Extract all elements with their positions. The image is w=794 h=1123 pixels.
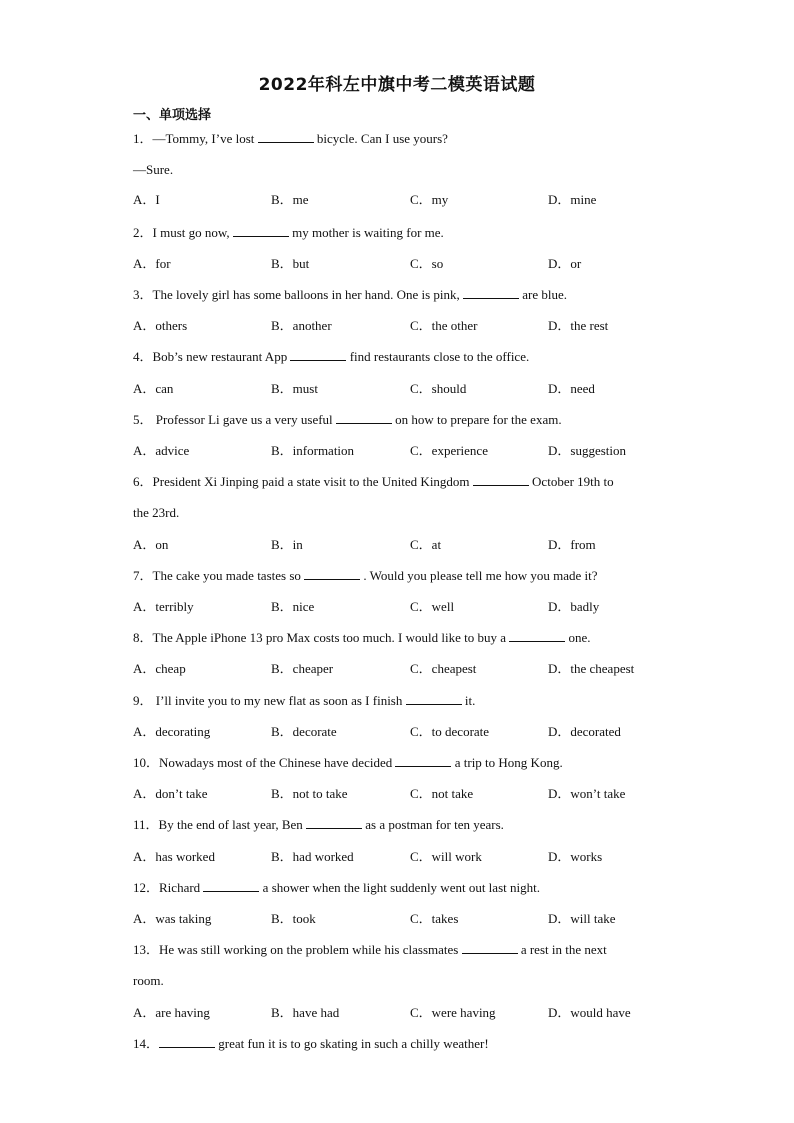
answer-blank [304,568,360,580]
question-5-option-d: D．suggestion [548,443,627,458]
question-text: Nowadays most of the Chinese have decided [159,755,396,770]
question-13-option-d: D．would have [548,1005,631,1020]
question-14-line-1 [133,1036,489,1052]
question-9-option-b: B．decorate [271,724,337,739]
answer-blank [336,412,392,424]
answer-blank [233,225,289,237]
question-6-line-2 [133,505,179,521]
question-number: 4． [133,349,153,364]
question-13-option-a: A．are having [133,1005,210,1020]
question-11-option-b: B．had worked [271,849,354,864]
question-8-option-b: B．cheaper [271,661,334,676]
question-text: I’ll invite you to my new flat as soon as I finish [152,693,406,708]
question-text: The Apple iPhone 13 pro Max costs too much. I would like to buy a [152,630,510,645]
answer-blank [203,880,259,892]
question-9-line-1 [133,693,475,709]
question-text: Richard [159,880,204,895]
question-text: —Tommy, I’ve lost [152,131,258,146]
question-10-option-c: C．not take [410,786,474,801]
answer-blank [406,693,462,705]
question-12-option-b: B．took [271,911,316,926]
question-6-option-d: D．from [548,537,596,552]
question-9-option-d: D．decorated [548,724,621,739]
section-heading: 一、单项选择 [133,108,212,123]
question-7-option-a: A．terribly [133,599,194,614]
question-9-option-c: C．to decorate [410,724,490,739]
question-text: great fun it is to go skating in such a chilly weather! [215,1036,489,1051]
question-text: He was still working on the problem while his classmates [159,942,462,957]
question-text: as a postman for ten years. [362,817,504,832]
question-4-option-b: B．must [271,381,318,396]
question-number: 8． [133,630,153,645]
question-11-line-1 [133,817,504,833]
question-2-option-b: B．but [271,256,310,271]
question-13-option-b: B．have had [271,1005,340,1020]
answer-blank [258,131,314,143]
question-4-option-c: C．should [410,381,467,396]
question-11-option-a: A．has worked [133,849,215,864]
question-5-option-a: A．advice [133,443,190,458]
question-4-option-a: A．can [133,381,174,396]
question-number: 9． [133,693,153,708]
question-number: 10． [133,755,160,770]
question-2-option-c: C．so [410,256,444,271]
question-text: bicycle. Can I use yours? [313,131,448,146]
question-8-option-c: C．cheapest [410,661,477,676]
question-number: 11． [133,817,159,832]
question-1-line-1 [133,131,448,147]
question-7-option-b: B．nice [271,599,315,614]
question-13-line-1 [133,942,607,958]
question-text: By the end of last year, Ben [158,817,307,832]
answer-blank [159,1036,215,1048]
question-number: 1． [133,131,153,146]
question-text: Professor Li gave us a very useful [152,412,336,427]
question-12-option-d: D．will take [548,911,616,926]
question-text: are blue. [519,287,568,302]
answer-blank [473,474,529,486]
question-10-option-d: D．won’t take [548,786,626,801]
question-6-line-1 [133,474,614,490]
answer-blank [463,287,519,299]
question-text: the 23rd. [133,505,180,520]
question-text: President Xi Jinping paid a state visit to the United Kingdom [152,474,473,489]
question-text: October 19th to [528,474,614,489]
question-2-line-1 [133,225,444,241]
question-11-option-d: D．works [548,849,603,864]
question-10-line-1 [133,755,563,771]
question-text: a trip to Hong Kong. [451,755,563,770]
question-text: The lovely girl has some balloons in her hand. One is pink, [152,287,464,302]
question-number: 7． [133,568,153,583]
question-text: a rest in the next [517,942,607,957]
question-number: 3． [133,287,153,302]
question-2-option-d: D．or [548,256,582,271]
question-12-option-c: C．takes [410,911,459,926]
question-6-option-a: A．on [133,537,169,552]
question-8-option-d: D．the cheapest [548,661,635,676]
question-3-option-b: B．another [271,318,332,333]
question-1-line-2 [133,162,173,178]
question-number: 13． [133,942,160,957]
question-number: 6． [133,474,153,489]
question-5-option-c: C．experience [410,443,488,458]
question-5-option-b: B．information [271,443,355,458]
question-number: 12． [133,880,160,895]
question-12-line-1 [133,880,540,896]
answer-blank [290,349,346,361]
question-3-option-c: C．the other [410,318,478,333]
question-10-option-b: B．not to take [271,786,348,801]
question-text: The cake you made tastes so [152,568,305,583]
question-number: 2． [133,225,153,240]
question-text: on how to prepare for the exam. [391,412,562,427]
question-text: . Would you please tell me how you made it? [360,568,598,583]
question-12-option-a: A．was taking [133,911,212,926]
question-1-option-a: A．I [133,192,160,207]
question-number: 5． [133,412,153,427]
question-11-option-c: C．will work [410,849,482,864]
question-2-option-a: A．for [133,256,171,271]
question-1-option-c: C．my [410,192,449,207]
question-13-line-2 [133,973,164,989]
question-text: room. [133,973,164,988]
question-6-option-b: B．in [271,537,303,552]
question-text: —Sure. [133,162,174,177]
question-5-line-1 [133,412,562,428]
page-title: 2022年科左中旗中考二模英语试题 [258,75,536,95]
question-7-option-d: D．badly [548,599,600,614]
question-text: I must go now, [152,225,233,240]
question-number: 14． [133,1036,160,1051]
question-8-option-a: A．cheap [133,661,186,676]
question-6-option-c: C．at [410,537,442,552]
question-1-option-b: B．me [271,192,309,207]
question-3-option-a: A．others [133,318,188,333]
question-13-option-c: C．were having [410,1005,496,1020]
answer-blank [509,630,565,642]
question-9-option-a: A．decorating [133,724,211,739]
question-7-option-c: C．well [410,599,455,614]
question-8-line-1 [133,630,591,646]
question-text: it. [461,693,476,708]
question-4-line-1 [133,349,529,365]
question-1-option-d: D．mine [548,192,597,207]
question-text: a shower when the light suddenly went out last night. [259,880,540,895]
answer-blank [462,942,518,954]
question-text: one. [565,630,591,645]
answer-blank [306,817,362,829]
question-text: Bob’s new restaurant App [152,349,291,364]
question-4-option-d: D．need [548,381,595,396]
question-text: my mother is waiting for me. [288,225,444,240]
question-3-line-1 [133,287,567,303]
question-10-option-a: A．don’t take [133,786,208,801]
answer-blank [395,755,451,767]
question-7-line-1 [133,568,598,584]
question-3-option-d: D．the rest [548,318,609,333]
question-text: find restaurants close to the office. [346,349,530,364]
